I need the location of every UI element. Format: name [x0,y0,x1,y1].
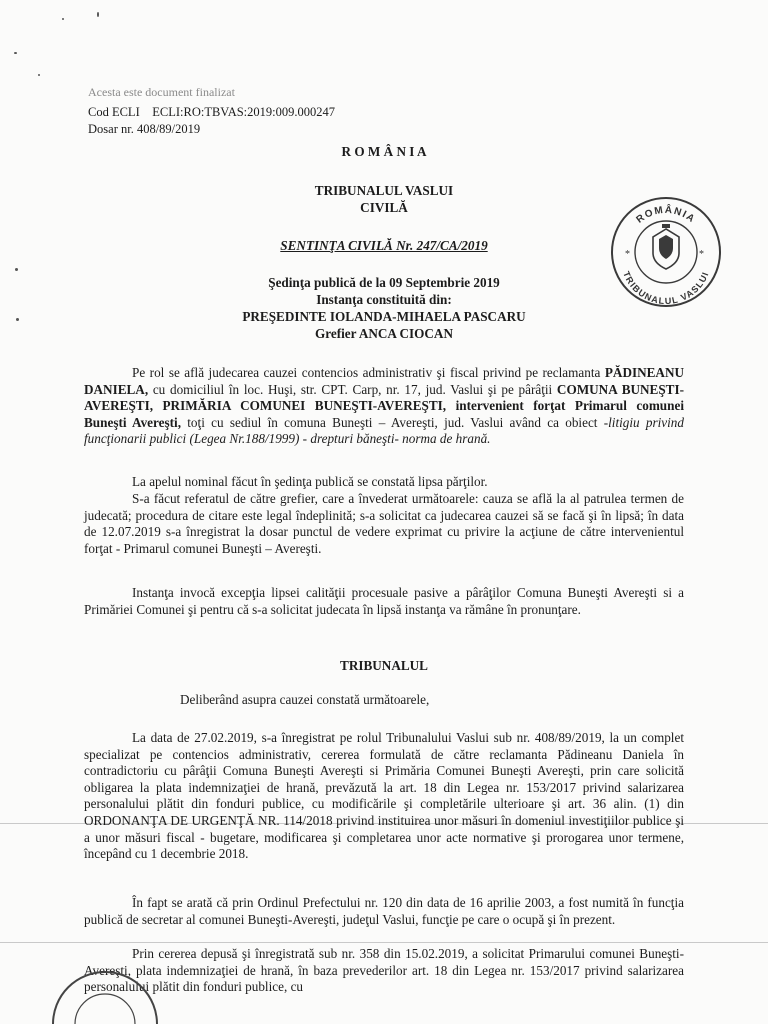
presiding-judge: PREŞEDINTE IOLANDA-MIHAELA PASCARU [242,309,526,324]
paragraph-case-intro: Pe rol se află judecarea cauzei contencios administrativ şi fiscal privind pe reclamanta PĂDINEANU DANIELA, cu domiciliul în loc. Huşi, str. CPT. Carp, nr. 17, jud. Vaslui şi pe pârâţii COMUNA BUNEŞTI-AVEREŞTI, PRIMĂRIA COMUNEI BUNEŞTI-AVEREŞTI, intervenient forţat Primarul comunei Buneşti Avereşti, toţi cu sediul în comuna Buneşti – Avereşti, jud. Vaslui având ca obiect -litigiu privind funcţionarii publici (Legea Nr.188/1999) - drepturi băneşti- norma de hrană. [84,365,684,447]
court-stamp [607,193,725,311]
sentence-title: SENTINŢA CIVILĂ Nr. 247/CA/2019 [280,238,488,253]
court-clerk: Grefier ANCA CIOCAN [315,326,453,341]
case-number: Dosar nr. 408/89/2019 [88,122,201,136]
paragraph-request: Prin cererea depusă şi înregistrată sub nr. 358 din 15.02.2019, a solicitat Primarului comunei Buneşti-Avereşti, plata indemnizaţiei de hrană, în baza prevederilor art. 18 din Legea nr. 153/2017 privind salarizarea personalului plătit din fonduri publice, cu [84,946,684,995]
paragraph-clerk-report: S-a făcut referatul de către grefier, care a învederat următoarele: cauza se află la al patrulea termen de judecată; procedura de citare este legal îndeplinită; s-a solicitat ca judecarea cauzei să se facă şi în lipsă; în data de 12.07.2019 s-a înregistrat la dosar punctul de vedere exprimat cu privire la acţiune de către intervenientul forţat - Primarul comunei Buneşti – Avereşti. [84,491,684,556]
scan-speck [62,18,64,20]
deliberation-line: Deliberând asupra cauzei constată următoarele, [180,692,430,707]
scan-speck [97,12,99,17]
court-composition: Instanţa constituită din: [316,292,452,307]
paragraph-exception: Instanţa invocă excepţia lipsei calităţii procesuale pasive a pârâţilor Comuna Buneşti Avereşti si a Primăriei Comunei şi pentru că s-a solicitat judecata în lipsă instanţa va rămâne în pronunţare. [84,585,684,617]
court-section: CIVILĂ [360,200,408,215]
tribunal-heading: TRIBUNALUL [340,658,428,673]
svg-text:*: * [699,249,704,260]
court-name: TRIBUNALUL VASLUI [314,183,454,198]
paragraph-roll-call: La apelul nominal făcut în şedinţa publică se constată lipsa părţilor. [132,474,488,489]
svg-text:ROMÂNIA: ROMÂNIA [634,204,698,226]
country-title: R O M Â N I A [341,144,427,159]
svg-text:TRIBUNALUL VASLUI: TRIBUNALUL VASLUI [621,269,711,307]
ecli-code: Cod ECLI ECLI:RO:TBVAS:2019:009.000247 [88,105,336,119]
session-date: Şedinţa publică de la 09 Septembrie 2019 [268,275,500,290]
document-status: Acesta este document finalizat [88,85,235,99]
coat-of-arms-icon [653,224,679,269]
scan-line [0,942,768,943]
paragraph-registration: La data de 27.02.2019, s-a înregistrat pe rolul Tribunalului Vaslui sub nr. 408/89/2019, la un complet specializat pe contencios administrativ, cererea formulată de către reclamanta Pădineanu Daniela în contradictoriu cu pârâţii Comuna Buneşti Avereşti si Primăria Comunei Buneşti Avereşti, prin care solicită obligarea la plata indemnizaţiei de hrană, prevăzută la art. 18 din Legea nr. 153/2017 privind salarizarea personalului plătit din fonduri publice, cu modificările şi completările ulterioare şi art. 36 alin. (1) din ORDONANŢA DE URGENŢĂ NR. 114/2018 privind instituirea unor măsuri în domeniul investiţiilor publice şi a unor măsuri fiscal - bugetare, modificarea şi completarea unor acte normative şi prorogarea unor termene, începând cu 1 decembrie 2018. [84,730,684,862]
partial-stamp [50,966,160,1024]
scan-speck [38,74,40,76]
svg-text:*: * [625,249,630,260]
scan-speck [14,52,17,54]
paragraph-facts: În fapt se arată că prin Ordinul Prefectului nr. 120 din data de 16 aprilie 2003, a fost numită în funcţia publică de secretar al comunei Buneşti-Avereşti, judeţul Vaslui, funcţie pe care o ocupă şi în prezent. [84,895,684,927]
scan-speck [15,268,18,271]
